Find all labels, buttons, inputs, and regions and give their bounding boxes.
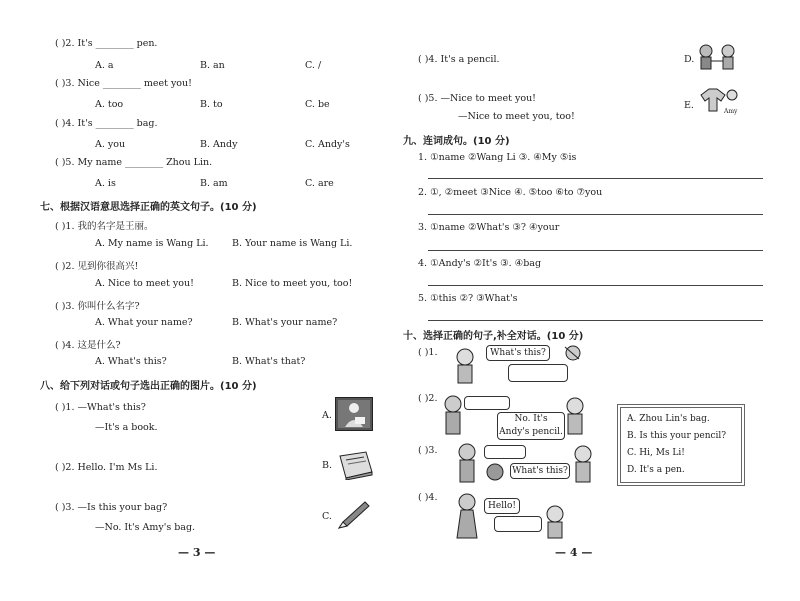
amy-label: Amy xyxy=(724,108,738,115)
question-5: ( )5. My name ________ Zhou Lin. xyxy=(55,157,213,168)
option-c: C. be xyxy=(305,99,330,110)
option-b: B. to xyxy=(200,99,223,110)
sec7-q1: ( )1. 我的名字是王丽。 xyxy=(55,221,154,232)
sec10-q2: ( )2. xyxy=(418,393,438,404)
book-picture xyxy=(336,450,376,480)
sec9-q5: 5. ①this ②? ③What's xyxy=(418,293,518,304)
sec10-q1: ( )1. xyxy=(418,347,438,358)
pic-label-a: A. xyxy=(322,410,332,421)
section-10-title: 十、选择正确的句子,补全对话。(10 分) xyxy=(403,331,584,342)
option-a: A. Zhou Lin's bag. xyxy=(627,414,710,424)
teacher-picture xyxy=(335,397,373,431)
sec8-q1: ( )1. —What's this? xyxy=(55,402,146,413)
option-a: A. you xyxy=(95,139,126,150)
pic-label-e: E. xyxy=(684,100,694,111)
answer-line[interactable] xyxy=(428,178,763,179)
options-box xyxy=(617,404,745,486)
pic-label-c: C. xyxy=(322,511,332,522)
pic-label-b: B. xyxy=(322,460,333,471)
option-c: C. Andy's xyxy=(305,139,350,150)
sec9-q4: 4. ①Andy's ②It's ③. ④bag xyxy=(418,258,542,269)
sec8-q3: ( )3. —Is this your bag? xyxy=(55,502,168,513)
option-a: A. What your name? xyxy=(95,317,193,328)
option-b: B. Nice to meet you, too! xyxy=(232,278,353,289)
option-a: A. too xyxy=(95,99,124,110)
sec8-q1-answer: —It's a book. xyxy=(95,422,158,433)
pic-label-d: D. xyxy=(684,54,695,65)
speech-bubble: What's this? xyxy=(486,345,550,361)
blank-bubble[interactable] xyxy=(494,516,542,532)
blank-bubble[interactable] xyxy=(508,364,568,382)
speech-bubble: Hello! xyxy=(484,498,520,514)
option-b: B. Andy xyxy=(200,139,238,150)
sec10-q4: ( )4. xyxy=(418,492,438,503)
sec8-q2: ( )2. Hello. I'm Ms Li. xyxy=(55,462,158,473)
section-8-title: 八、给下列对话或句子选出正确的图片。(10 分) xyxy=(40,381,257,392)
page-number: — 4 — xyxy=(555,546,593,559)
dialogue-scene-4 xyxy=(455,488,585,540)
option-b: B. an xyxy=(200,60,225,71)
option-b: B. What's your name? xyxy=(232,317,338,328)
answer-line[interactable] xyxy=(428,320,763,321)
sec8-q5: ( )5. —Nice to meet you! xyxy=(418,93,536,104)
sec9-q2: 2. ①, ②meet ③Nice ④. ⑤too ⑥to ⑦you xyxy=(418,187,603,198)
option-b: B. Your name is Wang Li. xyxy=(232,238,353,249)
speech-bubble: No. It's Andy's pencil. xyxy=(497,412,565,440)
sec8-q5-answer: —Nice to meet you, too! xyxy=(458,111,575,122)
option-a: A. My name is Wang Li. xyxy=(95,238,209,249)
answer-line[interactable] xyxy=(428,285,763,286)
answer-line[interactable] xyxy=(428,214,763,215)
sec8-q3-answer: —No. It's Amy's bag. xyxy=(95,522,196,533)
option-a: A. a xyxy=(95,60,114,71)
option-b: B. Is this your pencil? xyxy=(627,431,727,441)
sec10-q3: ( )3. xyxy=(418,445,438,456)
question-3: ( )3. Nice ________ meet you! xyxy=(55,78,192,89)
option-a: A. Nice to meet you! xyxy=(95,278,194,289)
blank-bubble[interactable] xyxy=(484,445,526,459)
section-9-title: 九、连词成句。(10 分) xyxy=(403,136,510,147)
option-d: D. It's a pen. xyxy=(627,465,685,475)
sec7-q3: ( )3. 你叫什么名字? xyxy=(55,301,140,312)
sec9-q1: 1. ①name ②Wang Li ③. ④My ⑤is xyxy=(418,152,577,163)
pencil-picture xyxy=(335,500,371,532)
option-b: B. What's that? xyxy=(232,356,306,367)
option-c: C. are xyxy=(305,178,334,189)
sec8-q4: ( )4. It's a pencil. xyxy=(418,54,500,65)
question-4: ( )4. It's ________ bag. xyxy=(55,118,158,129)
answer-line[interactable] xyxy=(428,250,763,251)
section-7-title: 七、根据汉语意思选择正确的英文句子。(10 分) xyxy=(40,202,257,213)
sec7-q2: ( )2. 见到你很高兴! xyxy=(55,261,139,272)
option-c: C. Hi, Ms Li! xyxy=(627,448,685,458)
two-kids-picture xyxy=(696,43,740,71)
speech-bubble: What's this? xyxy=(510,463,570,479)
sec9-q3: 3. ①name ②What's ③? ④your xyxy=(418,222,560,233)
blank-bubble[interactable] xyxy=(464,396,510,410)
sec7-q4: ( )4. 这是什么? xyxy=(55,340,121,351)
option-a: A. is xyxy=(95,178,116,189)
option-c: C. / xyxy=(305,60,322,71)
question-2: ( )2. It's ________ pen. xyxy=(55,38,158,49)
page-number: — 3 — xyxy=(178,546,216,559)
option-b: B. am xyxy=(200,178,228,189)
option-a: A. What's this? xyxy=(95,356,167,367)
